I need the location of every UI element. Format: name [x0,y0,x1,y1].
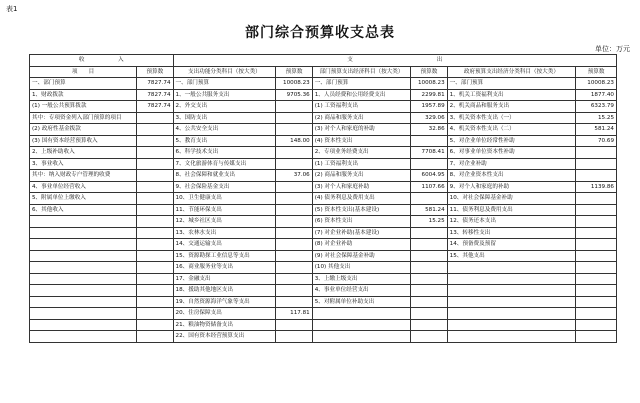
item-cell: (2) 商品和服务支出 [312,112,411,124]
column-header: 支出功能分类科目（按大类） [173,66,276,78]
amount-cell [276,158,312,170]
item-cell: (2) 政府性基金拨款 [30,124,137,136]
column-header: 预算数 [276,66,312,78]
amount-cell: 32.86 [411,124,447,136]
amount-cell [276,250,312,262]
amount-cell [411,319,447,331]
item-cell: 一、部门预算 [312,78,411,90]
amount-cell [137,158,173,170]
amount-cell [576,147,617,159]
item-cell: 4、公共安全支出 [173,124,276,136]
item-cell: 9、社会保险基金支出 [173,181,276,193]
item-cell: (5) 资本性支出(基本建设) [312,204,411,216]
amount-cell [137,170,173,182]
amount-cell [576,170,617,182]
item-cell: (4) 债务利息及费用支出 [312,193,411,205]
item-cell: (4) 资本性支出 [312,135,411,147]
amount-cell [276,204,312,216]
table-row [30,273,617,285]
amount-cell [137,308,173,320]
amount-cell: 10008.23 [276,78,312,90]
item-cell: 14、交通运输支出 [173,239,276,251]
amount-cell [411,296,447,308]
amount-cell: 581.24 [411,204,447,216]
amount-cell [411,135,447,147]
amount-cell: 15.25 [411,216,447,228]
amount-cell [137,112,173,124]
item-cell: 一、部门预算 [447,78,576,90]
item-cell: 一、部门预算 [30,78,137,90]
amount-cell: 2299.81 [411,89,447,101]
table-row [30,262,617,274]
amount-cell [137,135,173,147]
item-cell: 12、债务还本支出 [447,216,576,228]
item-cell: 10、卫生健康支出 [173,193,276,205]
amount-cell [576,331,617,343]
amount-cell [576,239,617,251]
amount-cell [276,193,312,205]
amount-cell: 7827.74 [137,78,173,90]
item-cell: 6、科学技术支出 [173,147,276,159]
amount-cell: 37.06 [276,170,312,182]
item-cell: 19、自然资源海洋气象等支出 [173,296,276,308]
table-row [30,216,617,228]
item-cell: 2、上级补助收入 [30,147,137,159]
item-cell [447,331,576,343]
item-cell: 3、事业收入 [30,158,137,170]
amount-cell [137,319,173,331]
item-cell [30,239,137,251]
item-cell: 1、一般公共服务支出 [173,89,276,101]
item-cell: 18、援助其他地区支出 [173,285,276,297]
item-cell [30,250,137,262]
item-cell: 11、债务利息及费用支出 [447,204,576,216]
amount-cell: 10008.23 [411,78,447,90]
table-row [30,331,617,343]
amount-cell [576,216,617,228]
item-cell [30,285,137,297]
item-cell: (2) 商品和服务支出 [312,170,411,182]
amount-cell [137,296,173,308]
item-cell: 8、社会保障和就业支出 [173,170,276,182]
amount-cell: 148.00 [276,135,312,147]
amount-cell [137,273,173,285]
table-row [30,101,617,113]
table-row [30,319,617,331]
item-cell: 20、住房保障支出 [173,308,276,320]
item-cell: 4、机关资本性支出（二） [447,124,576,136]
table-row [30,181,617,193]
column-header: 预算数 [411,66,447,78]
amount-cell [276,112,312,124]
amount-cell [276,285,312,297]
table-row [30,135,617,147]
item-cell: 5、教育支出 [173,135,276,147]
amount-cell [276,296,312,308]
amount-cell [137,204,173,216]
item-cell: 3、机关资本性支出（一） [447,112,576,124]
item-cell: 1、人员经费和公用经费支出 [312,89,411,101]
amount-cell [576,296,617,308]
amount-cell [411,262,447,274]
item-cell: 15、资源勘探工业信息等支出 [173,250,276,262]
amount-cell: 70.69 [576,135,617,147]
item-cell: 5、附属单位上缴收入 [30,193,137,205]
amount-cell [411,308,447,320]
amount-cell: 10008.23 [576,78,617,90]
item-cell [447,273,576,285]
item-cell: (1) 一般公共预算拨款 [30,101,137,113]
table-row [30,285,617,297]
amount-cell: 329.06 [411,112,447,124]
table-row [30,193,617,205]
amount-cell [576,319,617,331]
amount-cell: 1877.40 [576,89,617,101]
table-row [30,89,617,101]
item-cell: (3) 国有资本经营预算收入 [30,135,137,147]
table-row [30,124,617,136]
amount-cell [576,273,617,285]
amount-cell: 9705.36 [276,89,312,101]
amount-cell [576,158,617,170]
item-cell [30,227,137,239]
table-body [30,78,617,343]
item-cell [30,216,137,228]
unit-label: 单位：万元 [595,45,630,53]
item-cell: 3、上缴上级支出 [312,273,411,285]
amount-cell [137,193,173,205]
amount-cell [276,331,312,343]
item-cell [447,308,576,320]
amount-cell [137,250,173,262]
amount-cell [137,147,173,159]
amount-cell [576,227,617,239]
amount-cell [276,227,312,239]
item-cell [447,285,576,297]
item-cell: 6、对事业单位资本性补助 [447,147,576,159]
amount-cell: 117.81 [276,308,312,320]
table-row [30,170,617,182]
amount-cell [576,250,617,262]
item-cell: 10、对社会保障基金补助 [447,193,576,205]
item-cell: 15、其他支出 [447,250,576,262]
amount-cell: 1107.66 [411,181,447,193]
item-cell [447,319,576,331]
amount-cell: 581.24 [576,124,617,136]
item-cell: 一、部门预算 [173,78,276,90]
amount-cell [137,124,173,136]
table-row [30,308,617,320]
item-cell: 12、城乡社区支出 [173,216,276,228]
item-cell: (8) 对企业补助 [312,239,411,251]
amount-cell [137,262,173,274]
amount-cell [576,308,617,320]
item-cell: 16、商业服务业等支出 [173,262,276,274]
amount-cell [411,331,447,343]
item-cell [30,319,137,331]
amount-cell [276,216,312,228]
table-row [30,250,617,262]
item-cell: 2、机关商品和服务支出 [447,101,576,113]
amount-cell [137,227,173,239]
amount-cell [137,181,173,193]
amount-cell: 6004.95 [411,170,447,182]
item-cell: 5、对企业单位经常性补助 [447,135,576,147]
amount-cell [276,101,312,113]
item-cell [447,262,576,274]
amount-cell [411,227,447,239]
item-cell: 13、转移性支出 [447,227,576,239]
item-cell: (3) 对个人和家庭补助 [312,181,411,193]
table-row [30,204,617,216]
item-cell: (9) 对社会保障基金补助 [312,250,411,262]
table-row [30,227,617,239]
item-cell: 4、事业单位经营支出 [312,285,411,297]
table-row [30,112,617,124]
item-cell: (1) 工资福利支出 [312,101,411,113]
item-cell [312,308,411,320]
item-cell [312,331,411,343]
item-cell: 4、事业单位经营收入 [30,181,137,193]
amount-cell [411,285,447,297]
item-cell: 2、外交支出 [173,101,276,113]
budget-summary-table [29,54,617,343]
item-cell: (3) 对个人和家庭的补助 [312,124,411,136]
item-cell [30,308,137,320]
amount-cell: 7708.41 [411,147,447,159]
item-cell: 7、文化旅游体育与传媒支出 [173,158,276,170]
item-cell [312,319,411,331]
amount-cell [576,193,617,205]
amount-cell [137,331,173,343]
amount-cell [137,216,173,228]
income-section-header: 收 入 [30,55,174,67]
amount-cell [411,250,447,262]
item-cell: 3、国防支出 [173,112,276,124]
page-title: 部门综合预算收支总表 [245,25,395,41]
item-cell [30,296,137,308]
column-header: 项 目 [30,66,137,78]
table-row [30,296,617,308]
amount-cell [276,181,312,193]
amount-cell [276,124,312,136]
expense-section-header: 支 出 [173,55,616,67]
item-cell: 其中：纳入财政专户管理的收费 [30,170,137,182]
item-cell: 14、预备费及预留 [447,239,576,251]
item-cell: (7) 对企业补助(基本建设) [312,227,411,239]
item-cell: 11、节能环保支出 [173,204,276,216]
item-cell: 其中：专项资金列入部门预算的项目 [30,112,137,124]
table-row [30,158,617,170]
item-cell: 22、国有资本经营预算支出 [173,331,276,343]
column-header: 预算数 [137,66,173,78]
item-cell [30,273,137,285]
item-cell: 1、财政拨款 [30,89,137,101]
item-cell: 1、机关工资福利支出 [447,89,576,101]
amount-cell [276,319,312,331]
amount-cell [276,147,312,159]
amount-cell [137,239,173,251]
amount-cell [276,262,312,274]
item-cell: 9、对个人和家庭的补助 [447,181,576,193]
item-cell [30,262,137,274]
item-cell [447,296,576,308]
table-row [30,78,617,90]
amount-cell: 7827.74 [137,101,173,113]
amount-cell: 6323.79 [576,101,617,113]
item-cell: (10) 其他支出 [312,262,411,274]
item-cell: 13、农林水支出 [173,227,276,239]
amount-cell [411,158,447,170]
item-cell: 8、对企业资本性支出 [447,170,576,182]
item-cell: 21、粮油物资储备支出 [173,319,276,331]
item-cell: 2、专项业务经费支出 [312,147,411,159]
amount-cell [137,285,173,297]
item-cell: 5、对附属单位补助支出 [312,296,411,308]
table-number-label: 表1 [6,5,18,13]
amount-cell [276,239,312,251]
amount-cell [411,273,447,285]
amount-cell [576,204,617,216]
amount-cell: 7827.74 [137,89,173,101]
item-cell: 17、金融支出 [173,273,276,285]
table-row [30,147,617,159]
amount-cell [411,239,447,251]
amount-cell: 1139.86 [576,181,617,193]
table-row [30,239,617,251]
amount-cell [576,262,617,274]
amount-cell [411,193,447,205]
amount-cell: 15.25 [576,112,617,124]
item-cell: (1) 工资福利支出 [312,158,411,170]
amount-cell: 1957.89 [411,101,447,113]
item-cell [30,331,137,343]
column-header: 预算数 [576,66,617,78]
item-cell: 7、对企业补助 [447,158,576,170]
item-cell: 6、其他收入 [30,204,137,216]
column-header: 政府预算支出经济分类科目（按大类） [447,66,576,78]
amount-cell [576,285,617,297]
item-cell: (6) 资本性支出 [312,216,411,228]
column-header: 部门预算支出经济科目（按大类） [312,66,411,78]
amount-cell [276,273,312,285]
